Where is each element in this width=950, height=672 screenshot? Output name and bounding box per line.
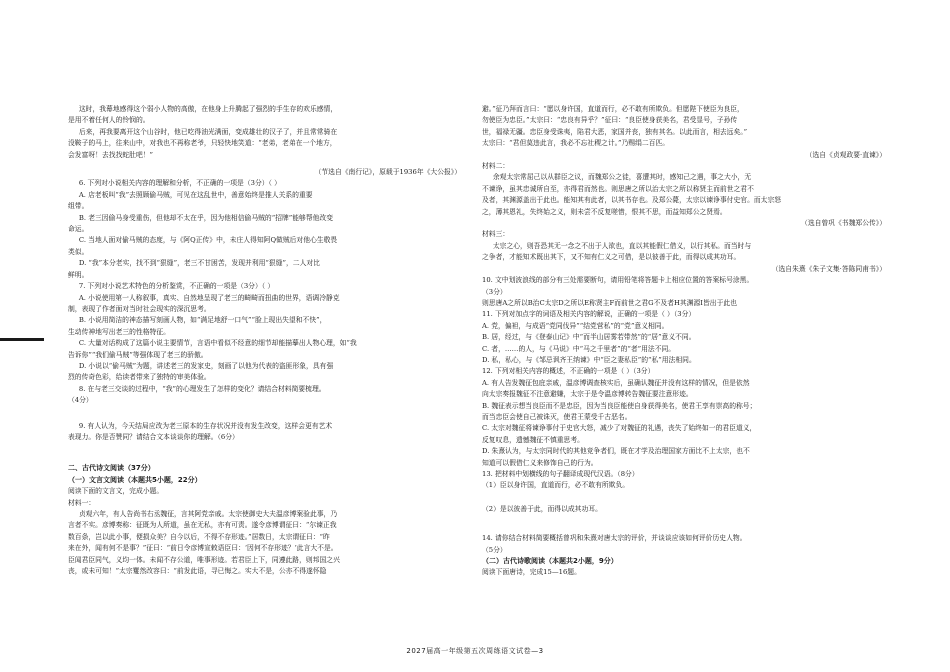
left-text-line: 后来，再我要离开这个山谷时，他已吃得油光满面，变成雄壮的汉子了，并且常常骑在 — [78, 127, 338, 136]
left-text-line: 来在外，闻有何不是事？”征曰：“前日令彦博宣敕语臣曰：‘因何不存形迹？’此言大不是。 — [68, 544, 338, 553]
left-text-line: 材料一： — [68, 498, 96, 507]
left-text-line: 7. 下列对小说艺术特色的分析鉴赏，不正确的一项是（3分）（ ） — [78, 282, 275, 291]
right-text-line: A. 有人告发魏征包庇亲戚，温彦博调查核实后，虽确认魏征并没有这样的情况，但是依然 — [482, 378, 750, 387]
right-text-line: （选自朱熹《朱子文集·答陈同甫书》） — [771, 264, 886, 273]
right-text-line: （二）古代诗歌阅读（本题共2小题，9分） — [482, 557, 618, 566]
left-text-line: B. 老三因偷马身受重伤，但他却不太在乎，因为他相信偷马贼的“招牌”能够帮他改变 — [78, 213, 334, 222]
left-text-line: C. 大量对话构成了这篇小说主要情节，言语中看似不经意的细节却能描摹出人物心理，如“我 — [78, 339, 357, 348]
right-text-line: 世，福禄无疆。忠臣身受诛夷，陷君大恶，家国并丧，独有其名。以此而言，相去远矣。” — [482, 127, 748, 136]
right-text-line: 反复叹息，遗憾魏征不慎重思考。 — [482, 435, 584, 444]
left-column — [68, 104, 461, 577]
right-text-line: 12. 下列对相关内容的概述，不正确的一项是（ ）（3分） — [482, 367, 655, 376]
right-text-line: 余观太宗常屈己以从群臣之议，而魏郑公之徒，喜遭其时，感知己之遇，事之大小，无 — [492, 173, 752, 182]
left-text-line: （4分） — [68, 396, 93, 405]
page-footer: 2027届高一年级第五次周练语文试卷—3 — [406, 647, 544, 655]
left-text-line: 9. 有人认为，今天结局应改为老三原本的生存状况并没有发生改变，这样会更有艺术 — [78, 421, 333, 430]
left-text-line: 鲜明。 — [68, 270, 89, 279]
right-text-line: 则思唐A之所以B治C太宗D之所以E称贤主F而前世之君G不及者H其渊源I皆出于此也 — [482, 298, 737, 307]
left-text-line: 这时，我幕地感得这个弱小人物的高傲，在他身上升腾起了强烈的手生存的欢乐感情， — [78, 105, 338, 113]
right-text-line: 材料三： — [482, 230, 510, 239]
right-text-line: 10. 文中划波浪线的部分有三处需要断句，请用铅笔将答题卡上相应位置的答案标号涂黑。 — [482, 276, 754, 285]
right-text-line: B. 魏征表示想当良臣而不是忠臣，因为当良臣能使自身获得美名，使君王享有崇高的称号； — [482, 401, 757, 410]
right-text-line: C. 太宗对魏征将谏诤事付于史官大怒，减少了对魏征的礼遇，丧失了始终如一的君臣道义， — [482, 424, 757, 433]
right-text-line: A. 党，偏袒，与成语“党同伐异”“结党营私”的“党”意义相同。 — [482, 321, 669, 330]
left-text-line: 类似。 — [68, 247, 89, 256]
right-text-line: 之争者，才能知术既出其下，又不知有仁义之可借，是以彼善于此，而得以成其功耳。 — [482, 253, 741, 262]
right-text-line: D. 朱熹认为，与太宗同时代的其他竞争者们，既在才学及治理国家方面比不上太宗，也不 — [482, 447, 750, 456]
right-text-line: 材料二： — [482, 162, 510, 171]
left-text-line: 阅读下面的文言文，完成小题。 — [68, 487, 164, 496]
right-text-line: 不谏诤，虽其忠诚所自至，亦得君而然也。则思唐之所以治太宗之所以称贤主而前世之君不 — [482, 184, 754, 193]
right-text-line: 勿使臣为忠臣。”太宗曰：“忠良有异乎？”征曰：“良臣使身获美名，君受显号，子孙传 — [482, 116, 738, 125]
right-text-line: （3分） — [482, 287, 507, 296]
left-text-line: 制，表现了作者面对当时社会现实的深沉思考。 — [68, 304, 211, 313]
right-text-line: D. 私，私心，与《邹忌讽齐王纳谏》中“臣之妻私臣”的“私”用法相同。 — [482, 355, 696, 364]
left-text-line: 数百条，岂以此小事，便损众美？自今以后，不得不存形迹。”居数日，太宗谓征曰：“昨 — [68, 532, 330, 541]
left-text-line: （一）文言文阅读（本题共5小题，22分） — [68, 475, 202, 484]
right-text-line: 向太宗奏报魏征不注意避嫌，太宗于是令温彦博转告魏征要注意形迹。 — [482, 390, 693, 399]
right-text-line: B. 居，经过，与《登泰山记》中“而半山居雾若带然”的“居”意义不同。 — [482, 333, 696, 342]
right-text-line: （选自《贞观政要·直谏》） — [805, 150, 886, 159]
left-text-line: 表现力。你是否赞同？请结合文本谈谈你的理解。（6分） — [68, 432, 239, 441]
left-text-line: 生动传神地写出老三的性格特征。 — [68, 327, 170, 336]
right-text-line: 14. 请你结合材料简要概括曾巩和朱熹对唐太宗的评价，并谈谈应该如何评价历史人物。 — [482, 534, 747, 543]
right-text-line: 避。”征乃拜而言曰：“愿以身许国，直道而行，必不敢有所欺负。但愿陛下使臣为良臣， — [482, 105, 744, 113]
left-text-line: 是用不着任何人的怜悯的。 — [68, 116, 150, 125]
left-text-line: 臣闻君臣同气，义均一体。未闻不存公道，唯事形迹。若君臣上下，同遵此路，则邦国之兴 — [68, 555, 340, 564]
right-text-line: C. 者，……的人，与《马说》中“马之千里者”的“者”用法不同。 — [482, 344, 676, 353]
left-text-line — [68, 407, 461, 421]
right-text-line: 11. 下列对加点字的词语及相关内容的解说，正确的一项是（ ）（3分） — [482, 310, 696, 319]
right-text-line: 及者，其渊源盖出于此也。能知其有此者，以其书存也。及郑公薨，太宗以谏诤事付史官。而太宗怒 — [482, 196, 782, 205]
left-text-line: 告诉你”“我们偷马贼”等强体现了老三的骄傲。 — [68, 350, 208, 359]
right-text-line: 知道可以假借仁义来修饰自己的行为。 — [482, 458, 598, 467]
left-text-line: 贞观六年，有人告尚书右丞魏征，言其阿党亲戚。太宗使御史大夫温彦博案验此事，乃 — [78, 510, 338, 518]
right-text-line: 太宗之心，则吾恐其无一念之不出于人欲也，直以其能假仁借义，以行其私。而当时与 — [492, 241, 752, 250]
right-text-line: 阅读下面唐诗，完成15—16题。 — [482, 568, 581, 577]
right-column — [482, 104, 886, 579]
right-text-line: 太宗曰：“君但莫违此言，我必不忘社稷之计。”乃赐绢二百匹。 — [482, 139, 670, 148]
left-text-line: D. “我”本分老实，找不到“狠缝”，老三不甘困苦，发现并利用“狠缝”，二人对比 — [78, 259, 320, 268]
left-text-line: A. 小说使用第一人称叙事，真实、自然地呈现了老三的畸畸而扭曲的世界，语调冷静克 — [78, 293, 340, 302]
left-text-line — [68, 443, 461, 457]
left-text-line: 二、古代诗文阅读（37分） — [68, 464, 155, 473]
right-text-line: （选自曾巩《书魏郑公传》） — [801, 219, 886, 228]
right-text-line: （2）是以彼善于此，而得以成其功耳。 — [482, 504, 602, 513]
left-text-line: 8. 在与老三交谈的过程中，“我”的心理发生了怎样的变化？请结合材料简要梳理。 — [78, 384, 326, 393]
left-text-line: 烈的传奇色彩，给读者带来了独特的审美体验。 — [68, 373, 211, 382]
left-text-line: B. 小说用简洁的神态描写刻画人物，如“满足地舒一口气”“脸上现出失望和不快”， — [78, 316, 327, 325]
right-text-line: （1）臣以身许国，直道而行，必不敢有所欺负。 — [482, 481, 630, 490]
left-text-line: 没鞍子的马上，往来山中，对我也不再称老爷，只轻快地笑道：“老弟，老弟在一个地方， — [68, 139, 337, 148]
left-text-line: （节选自《南行记》，原载于1936年《大公报》） — [314, 168, 461, 177]
right-text-line: 而当忠臣会使自己被诛灭，使君王蒙受千古恶名。 — [482, 412, 632, 421]
left-text-line: 命运。 — [68, 225, 89, 234]
left-text-line: D. 小说以“偷马贼”为题，讲述老三的发家史，刻画了以他为代表的盗匪形象，具有强 — [78, 361, 334, 370]
left-text-line: C. 当地人面对偷马贼的态度，与《阿Q正传》中，未庄人得知阿Q做贼后对他心生敬畏 — [78, 236, 338, 245]
right-text-line: （5分） — [482, 545, 507, 554]
right-text-line: 之，薄其恩礼，失终始之义，则未尝不反复嗟惜，恨其不思，而益知郑公之贤焉。 — [482, 207, 727, 216]
left-text-line: 6. 下列对小说相关内容的理解和分析，不正确的一项是（3分）（ ） — [78, 179, 281, 188]
right-text-line: 13. 把材料中划横线的句子翻译成现代汉语。（8分） — [482, 470, 639, 478]
left-text-line: 组带。 — [68, 202, 89, 211]
left-text-line: 言者不实。彦博奏称：征既为人所道，虽在无私，亦有可责。遂令彦博谓征曰：“尔谏正我 — [68, 521, 337, 530]
left-text-line: 丧，或未可知！”太宗矍然改容曰：“前发此语，寻已悔之。实大不是，公亦不得遂怀隐 — [68, 567, 327, 576]
left-text-line: 会发富呀！去找找蛇肚吧！” — [68, 150, 154, 159]
left-text-line: A. 店老板叫“我”去照顾偷马贼，可见在这乱世中，善意始终是推人关系的重要 — [78, 190, 313, 199]
binding-margin-mark — [0, 338, 44, 341]
